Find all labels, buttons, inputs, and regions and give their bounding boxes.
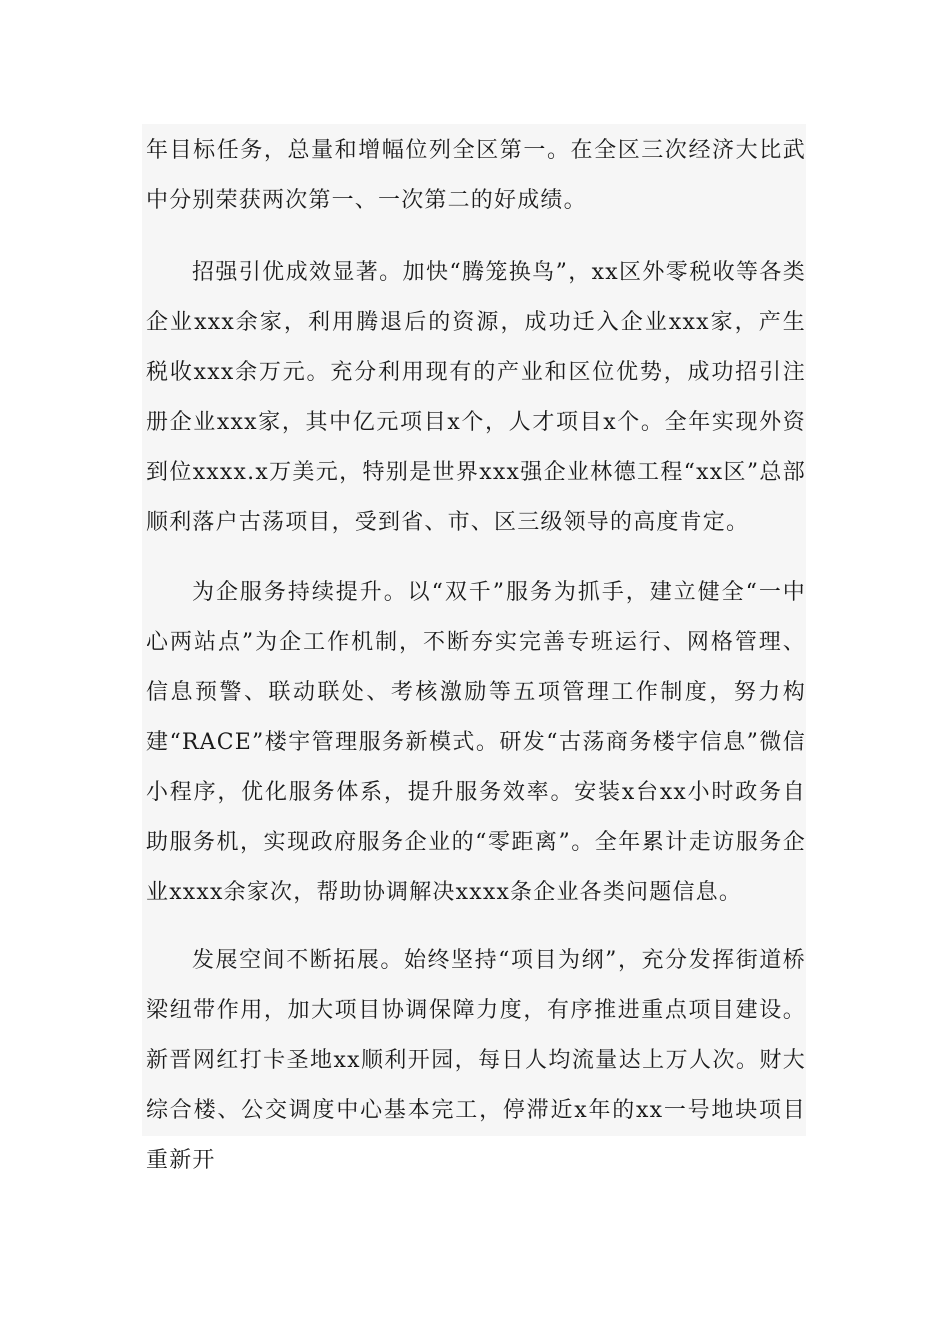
paragraph-continuation: 年目标任务，总量和增幅位列全区第一。在全区三次经济大比武中分别荣获两次第一、一次第二的好成绩。: [146, 138, 806, 213]
text-block: [142, 124, 806, 1173]
paragraph-investment-attraction: 招强引优成效显著。加快“腾笼换鸟”，xx区外零税收等各类企业xxx余家，利用腾退后的资源，成功迁入企业xxx家，产生税收xxx余万元。充分利用现有的产业和区位优势，成功招引注册企业xxx家，其中亿元项目x个，人才项目x个。全年实现外资到位xxxx.x万美元，特别是世界xxx强企业林德工程“xx区”总部顺利落户古荡项目，受到省、市、区三级领导的高度肯定。: [146, 260, 806, 535]
paragraph-development-space: 发展空间不断拓展。始终坚持“项目为纲”，充分发挥街道桥梁纽带作用，加大项目协调保障力度，有序推进重点项目建设。新晋网红打卡圣地xx顺利开园，每日人均流量达上万人次。财大综合楼、公交调度中心基本完工，停滞近x年的xx一号地块项目重新开: [146, 948, 806, 1173]
paragraph-enterprise-service: 为企服务持续提升。以“双千”服务为抓手，建立健全“一中心两站点”为企工作机制，不断夯实完善专班运行、网格管理、信息预警、联动联处、考核激励等五项管理工作制度，努力构建“RACE”楼宇管理服务新模式。研发“古荡商务楼宇信息”微信小程序，优化服务体系，提升服务效率。安装x台xx小时政务自助服务机，实现政府服务企业的“零距离”。全年累计走访服务企业xxxx余家次，帮助协调解决xxxx条企业各类问题信息。: [146, 580, 806, 905]
